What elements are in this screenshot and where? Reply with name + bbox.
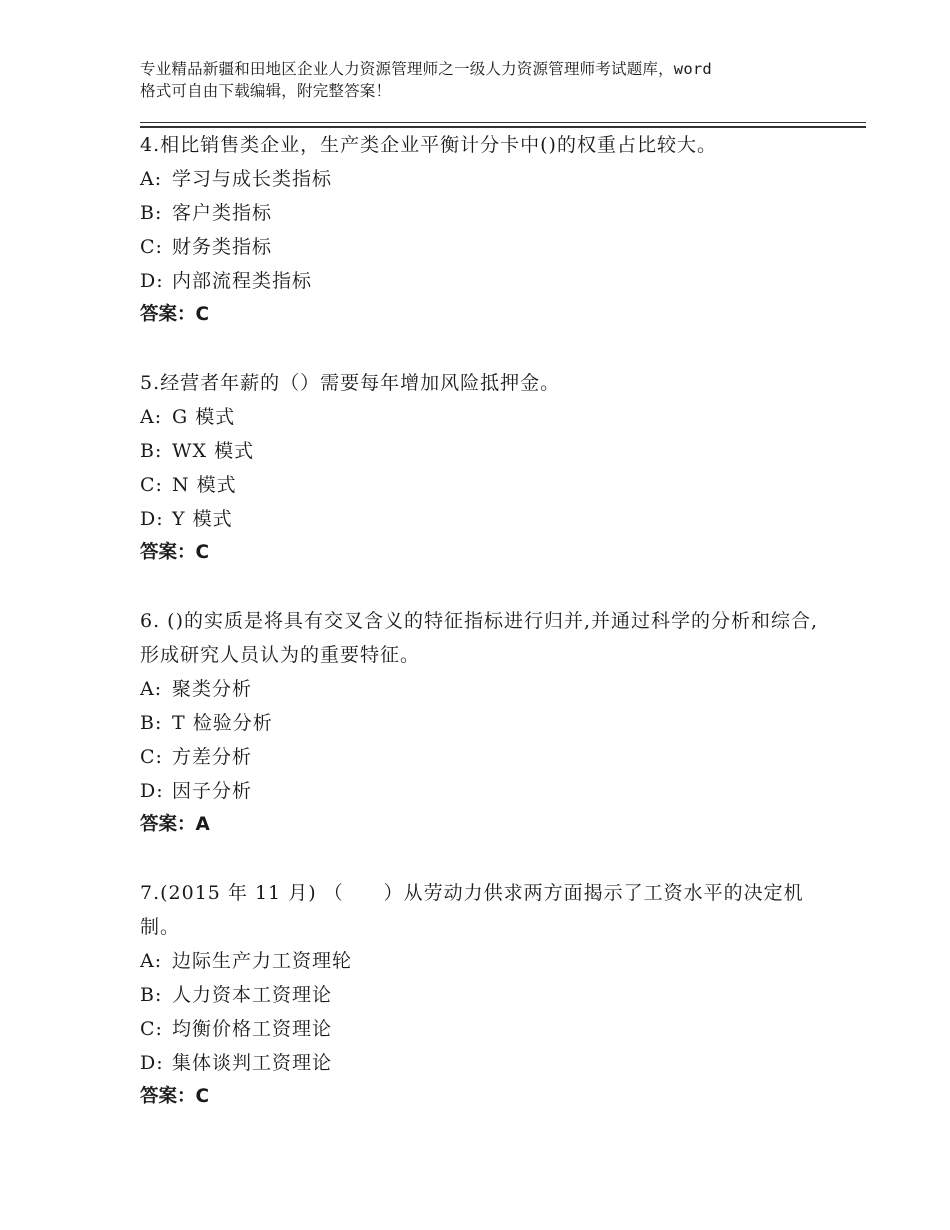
option-letter: A: (140, 406, 163, 428)
option-c (140, 468, 820, 502)
option-letter: D: (140, 508, 164, 530)
option-b (140, 978, 820, 1012)
option-text: 内部流程类指标 (172, 270, 313, 292)
option-letter: C: (140, 746, 163, 768)
option-b (140, 434, 820, 468)
option-text: T 检验分析 (172, 712, 273, 734)
option-text: 财务类指标 (172, 236, 273, 258)
option-c (140, 230, 820, 264)
question-stem: 4.相比销售类企业，生产类企业平衡计分卡中()的权重占比较大。 (140, 134, 717, 156)
question-4 (140, 128, 820, 332)
option-text: 均衡价格工资理论 (172, 1018, 333, 1040)
option-c (140, 1012, 820, 1046)
question-stem: 5.经营者年薪的（）需要每年增加风险抵押金。 (140, 372, 561, 394)
option-letter: C: (140, 236, 163, 258)
option-text: 方差分析 (172, 746, 253, 768)
option-text: 客户类指标 (172, 202, 273, 224)
option-letter: B: (140, 202, 163, 224)
option-text: WX 模式 (172, 440, 255, 462)
option-letter: B: (140, 984, 163, 1006)
option-letter: D: (140, 270, 164, 292)
question-6 (140, 604, 820, 842)
answer-line: 答案：C (140, 304, 210, 325)
page-header (140, 58, 840, 102)
option-letter: D: (140, 1052, 164, 1074)
option-letter: A: (140, 950, 163, 972)
option-text: 聚类分析 (172, 678, 253, 700)
option-text: 人力资本工资理论 (172, 984, 333, 1006)
option-c (140, 740, 820, 774)
option-d (140, 774, 820, 808)
option-letter: A: (140, 678, 163, 700)
option-letter: C: (140, 474, 163, 496)
option-text: 边际生产力工资理轮 (172, 950, 353, 972)
option-a (140, 672, 820, 706)
option-letter: C: (140, 1018, 163, 1040)
option-d (140, 264, 820, 298)
option-a (140, 400, 820, 434)
header-line-1: 专业精品新疆和田地区企业人力资源管理师之一级人力资源管理师考试题库，word (140, 60, 712, 78)
answer-line: 答案：C (140, 542, 210, 563)
option-letter: D: (140, 780, 164, 802)
option-text: G 模式 (172, 406, 236, 428)
option-text: 学习与成长类指标 (172, 168, 333, 190)
option-letter: B: (140, 440, 163, 462)
option-letter: A: (140, 168, 163, 190)
option-b (140, 196, 820, 230)
option-a (140, 944, 820, 978)
option-d (140, 1046, 820, 1080)
option-text: 集体谈判工资理论 (172, 1052, 333, 1074)
option-letter: B: (140, 712, 163, 734)
question-stem: 6. ()的实质是将具有交叉含义的特征指标进行归并,并通过科学的分析和综合,形成研究人员认为的重要特征。 (140, 610, 819, 666)
question-7 (140, 876, 820, 1114)
option-text: N 模式 (172, 474, 237, 496)
header-divider (140, 122, 866, 123)
answer-line: 答案：C (140, 1086, 210, 1107)
question-5 (140, 366, 820, 570)
question-list (140, 128, 820, 1148)
header-line-2: 格式可自由下载编辑，附完整答案！ (140, 82, 392, 100)
option-d (140, 502, 820, 536)
option-b (140, 706, 820, 740)
option-a (140, 162, 820, 196)
option-text: Y 模式 (172, 508, 233, 530)
question-stem: 7.(2015 年 11 月) （ ）从劳动力供求两方面揭示了工资水平的决定机制。 (140, 882, 804, 938)
answer-line: 答案：A (140, 814, 210, 835)
option-text: 因子分析 (172, 780, 253, 802)
